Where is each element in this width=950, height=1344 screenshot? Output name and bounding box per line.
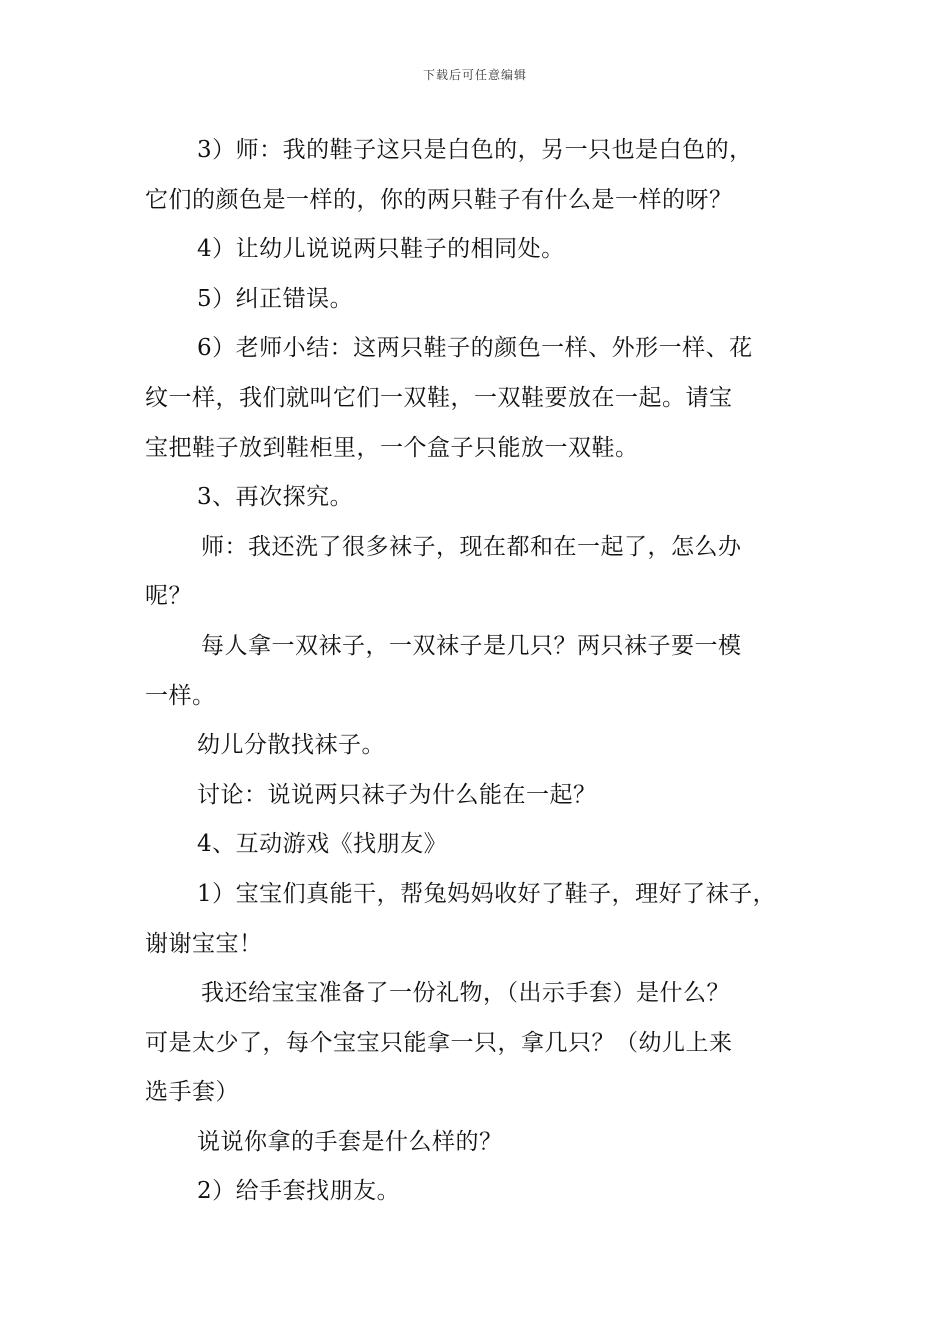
paragraph-line: 它们的颜色是一样的，你的两只鞋子有什么是一样的呀？ [145, 186, 733, 213]
paragraph-line: 幼儿分散找袜子。 [197, 732, 385, 759]
paragraph-line: 讨论：说说两只袜子为什么能在一起？ [197, 781, 597, 808]
section-heading: 4、互动游戏《找朋友》 [197, 831, 448, 858]
paragraph-line: 师：我还洗了很多袜子，现在都和在一起了，怎么办 [201, 533, 742, 560]
paragraph-line: 纹一样，我们就叫它们一双鞋，一双鞋要放在一起。请宝 [145, 384, 733, 411]
paragraph-line: 5）纠正错误。 [197, 285, 354, 312]
paragraph-line: 呢？ [145, 583, 192, 610]
paragraph-line: 宝把鞋子放到鞋柜里，一个盒子只能放一双鞋。 [145, 434, 639, 461]
paragraph-line: 2）给手套找朋友。 [197, 1178, 401, 1205]
paragraph-line: 4）让幼儿说说两只鞋子的相同处。 [197, 236, 565, 263]
paragraph-line: 谢谢宝宝！ [145, 930, 263, 957]
paragraph-line: 每人拿一双袜子，一双袜子是几只？两只袜子要一模 [201, 632, 742, 659]
paragraph-line: 我还给宝宝准备了一份礼物，（出示手套）是什么？ [201, 980, 730, 1007]
paragraph-line: 3）师：我的鞋子这只是白色的，另一只也是白色的， [197, 137, 753, 163]
page-header: 下载后可任意编辑 [422, 68, 527, 82]
paragraph-line: 选手套） [145, 1079, 239, 1106]
paragraph-line: 1）宝宝们真能干，帮兔妈妈收好了鞋子，理好了袜子， [197, 880, 777, 907]
paragraph-line: 6）老师小结：这两只鞋子的颜色一样、外形一样、花 [197, 335, 753, 362]
paragraph-line: 可是太少了，每个宝宝只能拿一只，拿几只？（幼儿上来 [145, 1029, 733, 1056]
paragraph-line: 说说你拿的手套是什么样的？ [197, 1128, 503, 1155]
paragraph-line: 一样。 [145, 682, 216, 709]
section-heading: 3、再次探究。 [197, 484, 354, 511]
document-body [145, 126, 815, 1217]
